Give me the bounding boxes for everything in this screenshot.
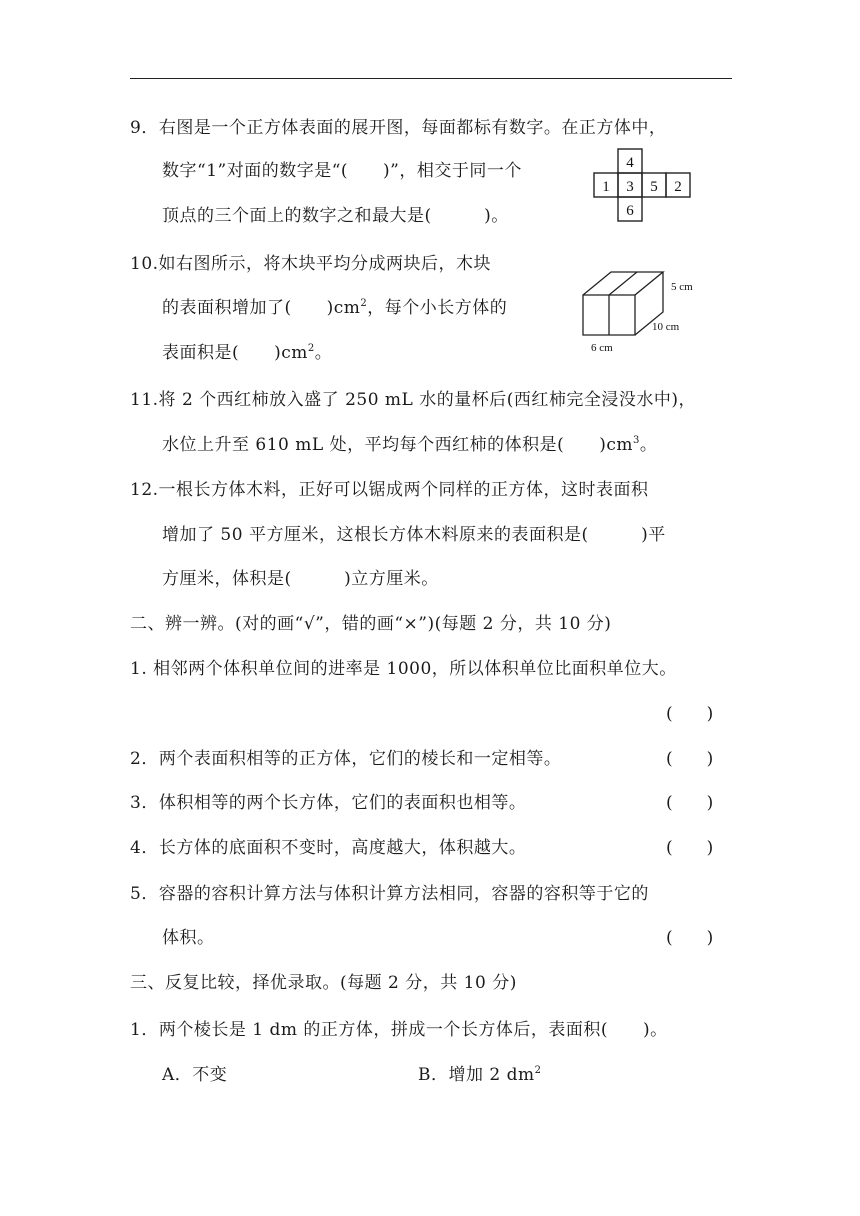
s2-item5-answer-paren[interactable]: ( ) xyxy=(666,928,714,948)
q9-line2: 数字“1”对面的数字是“( )”，相交于同一个 xyxy=(162,161,522,181)
net-label-row-3: 2 xyxy=(674,179,682,195)
s2-item4-text: 4．长方体的底面积不变时，高度越大，体积越大。 xyxy=(130,838,527,858)
net-label-row-0: 1 xyxy=(602,179,610,195)
net-label-row-2: 5 xyxy=(650,179,658,195)
q12-line2: 增加了 50 平方厘米，这根长方体木料原来的表面积是( )平 xyxy=(162,525,666,545)
cube-net-figure xyxy=(590,147,700,225)
s3-q1-option-a[interactable]: A．不变 xyxy=(162,1065,228,1085)
cuboid-figure xyxy=(575,260,700,360)
net-label-bottom: 6 xyxy=(626,203,634,219)
s2-item5-text-cont: 体积。 xyxy=(162,928,215,948)
q10-line3: 表面积是( )$cm^2$。 xyxy=(162,343,333,363)
section2-heading: 二、辨一辨。(对的画“√”，错的画“×”)(每题 2 分，共 10 分) xyxy=(130,614,612,634)
s2-item2-answer-paren[interactable]: ( ) xyxy=(666,749,714,769)
width-label: 6 cm xyxy=(591,342,613,354)
q9-line3: 顶点的三个面上的数字之和最大是( )。 xyxy=(162,206,509,226)
q12-line3: 方厘米，体积是( )立方厘米。 xyxy=(162,569,439,589)
q12-line1: 12.一根长方体木料，正好可以锯成两个同样的正方体，这时表面积 xyxy=(130,480,649,500)
s2-item2-text: 2．两个表面积相等的正方体，它们的棱长和一定相等。 xyxy=(130,749,562,769)
s2-item3-answer-paren[interactable]: ( ) xyxy=(666,793,714,813)
s2-item4-answer-paren[interactable]: ( ) xyxy=(666,838,714,858)
s2-item1-text: 1. 相邻两个体积单位间的进率是 1000，所以体积单位比面积单位大。 xyxy=(130,659,677,679)
s2-item1-answer-paren[interactable]: ( ) xyxy=(666,704,714,724)
s3-q1-text: 1．两个棱长是 1 dm 的正方体，拼成一个长方体后，表面积( )。 xyxy=(130,1020,668,1040)
s2-item3-text: 3．体积相等的两个长方体，它们的表面积也相等。 xyxy=(130,793,527,813)
s2-item5-text: 5．容器的容积计算方法与体积计算方法相同，容器的容积等于它的 xyxy=(130,884,649,904)
height-label: 5 cm xyxy=(671,281,693,293)
length-label: 10 cm xyxy=(652,321,680,333)
q11-line2: 水位上升至 610 mL 处，平均每个西红柿的体积是( )$cm^3$。 xyxy=(162,435,658,455)
q10-line2: 的表面积增加了( )$cm^2$，每个小长方体的 xyxy=(162,298,508,318)
net-label-row-1: 3 xyxy=(626,179,634,195)
net-label-top: 4 xyxy=(626,155,634,171)
section3-heading: 三、反复比较，择优录取。(每题 2 分，共 10 分) xyxy=(130,973,517,993)
q11-line1: 11.将 2 个西红柿放入盛了 250 mL 水的量杯后(西红柿完全浸没水中)， xyxy=(130,390,696,410)
s3-q1-option-b[interactable]: B．增加 2 $dm^2$ xyxy=(418,1065,542,1085)
q10-line1: 10.如右图所示，将木块平均分成两块后，木块 xyxy=(130,254,492,274)
q9-line1: 9．右图是一个正方体表面的展开图，每面都标有数字。在正方体中， xyxy=(130,118,667,138)
header-rule xyxy=(130,78,732,79)
